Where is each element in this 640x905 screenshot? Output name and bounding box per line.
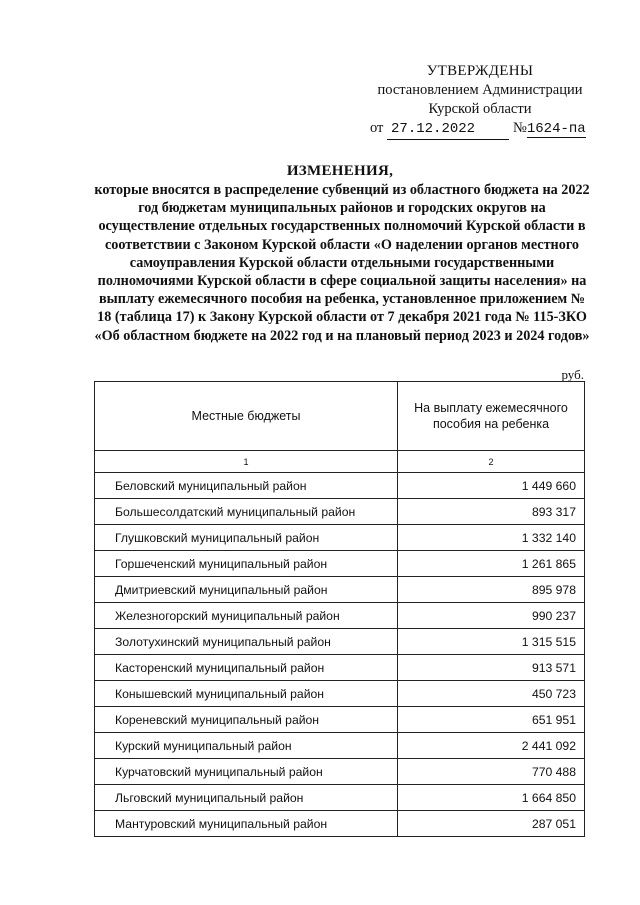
subsidy-amount: 1 261 865	[398, 551, 585, 577]
header-child-allowance: На выплату ежемесячного пособия на ребенка	[398, 382, 585, 451]
district-name: Льговский муниципальный район	[95, 785, 398, 811]
column-number-2: 2	[398, 451, 585, 473]
district-name: Беловский муниципальный район	[95, 473, 398, 499]
district-name: Железногорский муниципальный район	[95, 603, 398, 629]
approval-number: 1624-па	[526, 121, 586, 137]
approval-line-1: постановлением Администрации	[377, 82, 583, 98]
table-row	[95, 603, 585, 629]
approval-stamp	[360, 62, 600, 140]
table-row	[95, 499, 585, 525]
subsidy-amount: 895 978	[398, 577, 585, 603]
table-row	[95, 707, 585, 733]
table-header-row	[95, 382, 585, 451]
document-title: ИЗМЕНЕНИЯ,	[286, 163, 394, 179]
table-row	[95, 681, 585, 707]
table-row	[95, 811, 585, 837]
subsidy-amount: 770 488	[398, 759, 585, 785]
subsidy-amount: 1 664 850	[398, 785, 585, 811]
district-name: Горшеченский муниципальный район	[95, 551, 398, 577]
currency-unit: руб.	[561, 367, 584, 382]
approval-line-2: Курской области	[428, 101, 532, 117]
document-subtitle: которые вносятся в распределение субвенций из областного бюджета на 2022 год бюджетам муниципальных районов и городских округов на осуществление отдельных государственных полномочий Курской области в соответствии с Законом Курской области «О наделении органов местного самоуправления Курской области отдельными государственными полномочиями Курской области в сфере социальной защиты населения» на выплату ежемесячного пособия на ребенка, установленное приложением № 18 (таблица 17) к Закону Курской области от 7 декабря 2021 года № 115-ЗКО «Об областном бюджете на 2022 год и на плановый период 2023 и 2024 годов»	[94, 182, 590, 344]
district-name: Конышевский муниципальный район	[95, 681, 398, 707]
approval-heading: УТВЕРЖДЕНЫ	[426, 63, 534, 79]
district-name: Кореневский муниципальный район	[95, 707, 398, 733]
table-row	[95, 577, 585, 603]
district-name: Курский муниципальный район	[95, 733, 398, 759]
column-number-row	[95, 451, 585, 473]
table-row	[95, 525, 585, 551]
subsidy-amount: 450 723	[398, 681, 585, 707]
table-row	[95, 629, 585, 655]
table-row	[95, 733, 585, 759]
subsidy-amount: 990 237	[398, 603, 585, 629]
table-row	[95, 759, 585, 785]
subsidy-amount: 1 332 140	[398, 525, 585, 551]
header-local-budgets: Местные бюджеты	[95, 382, 398, 451]
date-prefix: от	[370, 120, 384, 136]
district-name: Мантуровский муниципальный район	[95, 811, 398, 837]
table-row	[95, 655, 585, 681]
subsidy-amount: 913 571	[398, 655, 585, 681]
subsidy-amount: 287 051	[398, 811, 585, 837]
district-name: Золотухинский муниципальный район	[95, 629, 398, 655]
district-name: Большесолдатский муниципальный район	[95, 499, 398, 525]
district-name: Курчатовский муниципальный район	[95, 759, 398, 785]
subsidy-amount: 651 951	[398, 707, 585, 733]
column-number-1: 1	[95, 451, 398, 473]
number-prefix: №	[513, 120, 527, 136]
approval-date: 27.12.2022	[387, 120, 509, 140]
district-name: Глушковский муниципальный район	[95, 525, 398, 551]
subsidy-amount: 1 449 660	[398, 473, 585, 499]
approval-date-line	[370, 119, 610, 140]
district-name: Касторенский муниципальный район	[95, 655, 398, 681]
subsidy-amount: 2 441 092	[398, 733, 585, 759]
district-name: Дмитриевский муниципальный район	[95, 577, 398, 603]
subsidy-amount: 893 317	[398, 499, 585, 525]
table-row	[95, 551, 585, 577]
table-row	[95, 785, 585, 811]
subsidy-amount: 1 315 515	[398, 629, 585, 655]
table-row	[95, 473, 585, 499]
budget-table	[94, 381, 585, 837]
